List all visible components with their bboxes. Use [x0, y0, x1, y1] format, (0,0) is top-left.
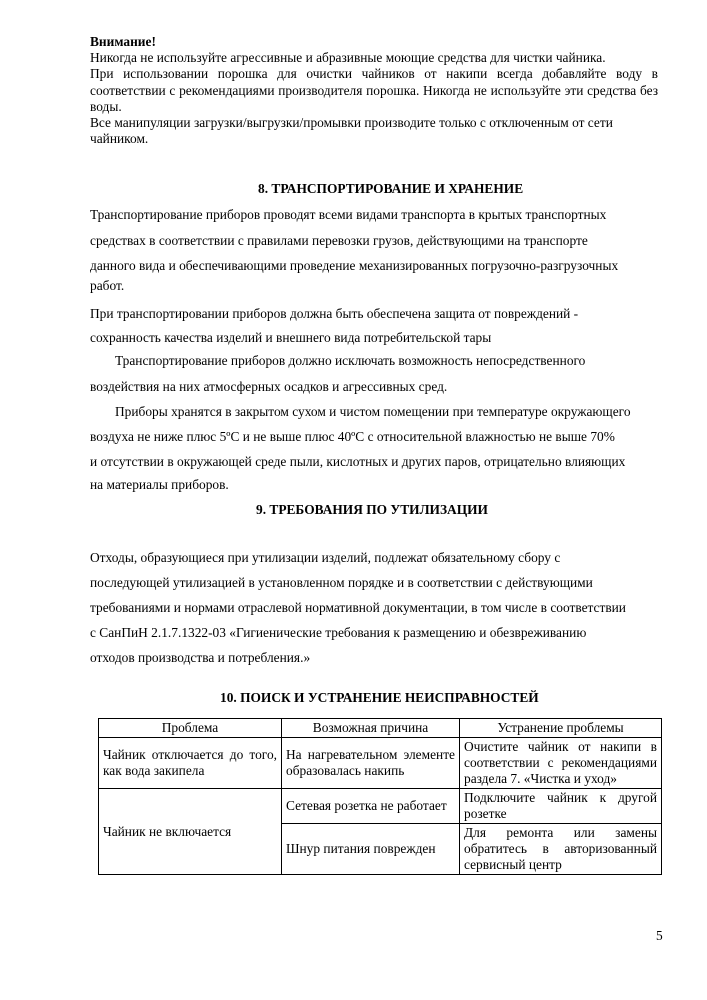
table-cell-cause: На нагревательном элементе образовалась накипь: [282, 738, 460, 789]
table-cell-problem: Чайник не включается: [99, 789, 282, 875]
section-8-line: воздействия на них атмосферных осадков и агрессивных сред.: [90, 379, 448, 394]
table-row: [99, 789, 662, 824]
section-8-line: на материалы приборов.: [90, 477, 229, 492]
section-9-heading: 9. ТРЕБОВАНИЯ ПО УТИЛИЗАЦИИ: [256, 502, 488, 517]
warning-title: Внимание!: [90, 34, 156, 49]
table-cell-cause: Сетевая розетка не работает: [282, 789, 460, 824]
section-8-line: данного вида и обеспечивающими проведение механизированных погрузочно-разгрузочных: [90, 258, 619, 273]
section-9-line: последующей утилизацией в установленном порядке и в соответствии с действующими: [90, 575, 593, 590]
page-number: 5: [656, 928, 663, 943]
warning-paragraph-1: Никогда не используйте агрессивные и абразивные моющие средства для чистки чайника.: [90, 50, 606, 66]
section-8-heading: 8. ТРАНСПОРТИРОВАНИЕ И ХРАНЕНИЕ: [258, 181, 524, 196]
warning-paragraph-3: Все манипуляции загрузки/выгрузки/промывки производите только с отключенным от сети чайником.: [90, 115, 613, 147]
table-header-problem: Проблема: [99, 719, 282, 738]
section-8-line: работ.: [90, 278, 125, 293]
table-cell-cause: Шнур питания поврежден: [282, 824, 460, 875]
section-9-line: требованиями и нормами отраслевой нормативной документации, в том числе в соответствии: [90, 600, 626, 615]
section-8-line: Транспортирование приборов должно исключать возможность непосредственного: [115, 353, 586, 368]
table-cell-fix: Для ремонта или замены обратитесь в авторизованный сервисный центр: [460, 824, 662, 875]
table-header-row: [99, 719, 662, 738]
section-8-line: При транспортировании приборов должна быть обеспечена защита от повреждений -: [90, 306, 579, 321]
section-9-line: отходов производства и потребления.»: [90, 650, 311, 665]
table-header-cause: Возможная причина: [282, 719, 460, 738]
section-8-line: Приборы хранятся в закрытом сухом и чистом помещении при температуре окружающего: [115, 404, 631, 419]
troubleshooting-table: [98, 718, 662, 875]
section-8-line: воздуха не ниже плюс 5ºС и не выше плюс 40ºС с относительной влажностью не выше 70%: [90, 429, 615, 444]
warning-paragraph-2: При использовании порошка для очистки чайников от накипи всегда добавляйте воду в соответствии с рекомендациями производителя порошка. Никогда не используйте эти средства без воды.: [90, 66, 658, 114]
section-8-line: и отсутствии в окружающей среде пыли, кислотных и других паров, отрицательно влияющих: [90, 454, 626, 469]
table-row: [99, 738, 662, 789]
section-8-line: Транспортирование приборов проводят всеми видами транспорта в крытых транспортных: [90, 207, 607, 222]
table-cell-fix: Очистите чайник от накипи в соответствии с рекомендациями раздела 7. «Чистка и уход»: [460, 738, 662, 789]
section-8-line: средствах в соответствии с правилами перевозки грузов, действующими на транспорте: [90, 233, 588, 248]
table-cell-problem: Чайник отключается до того, как вода закипела: [99, 738, 282, 789]
warning-block: [90, 34, 658, 147]
table-cell-fix: Подключите чайник к другой розетке: [460, 789, 662, 824]
section-9-line: Отходы, образующиеся при утилизации изделий, подлежат обязательному сбору с: [90, 550, 561, 565]
section-9-line: с СанПиН 2.1.7.1322-03 «Гигиенические требования к размещению и обезвреживанию: [90, 625, 587, 640]
table-header-fix: Устранение проблемы: [460, 719, 662, 738]
section-8-line: сохранность качества изделий и внешнего вида потребительской тары: [90, 330, 492, 345]
section-10-heading: 10. ПОИСК И УСТРАНЕНИЕ НЕИСПРАВНОСТЕЙ: [220, 690, 539, 705]
